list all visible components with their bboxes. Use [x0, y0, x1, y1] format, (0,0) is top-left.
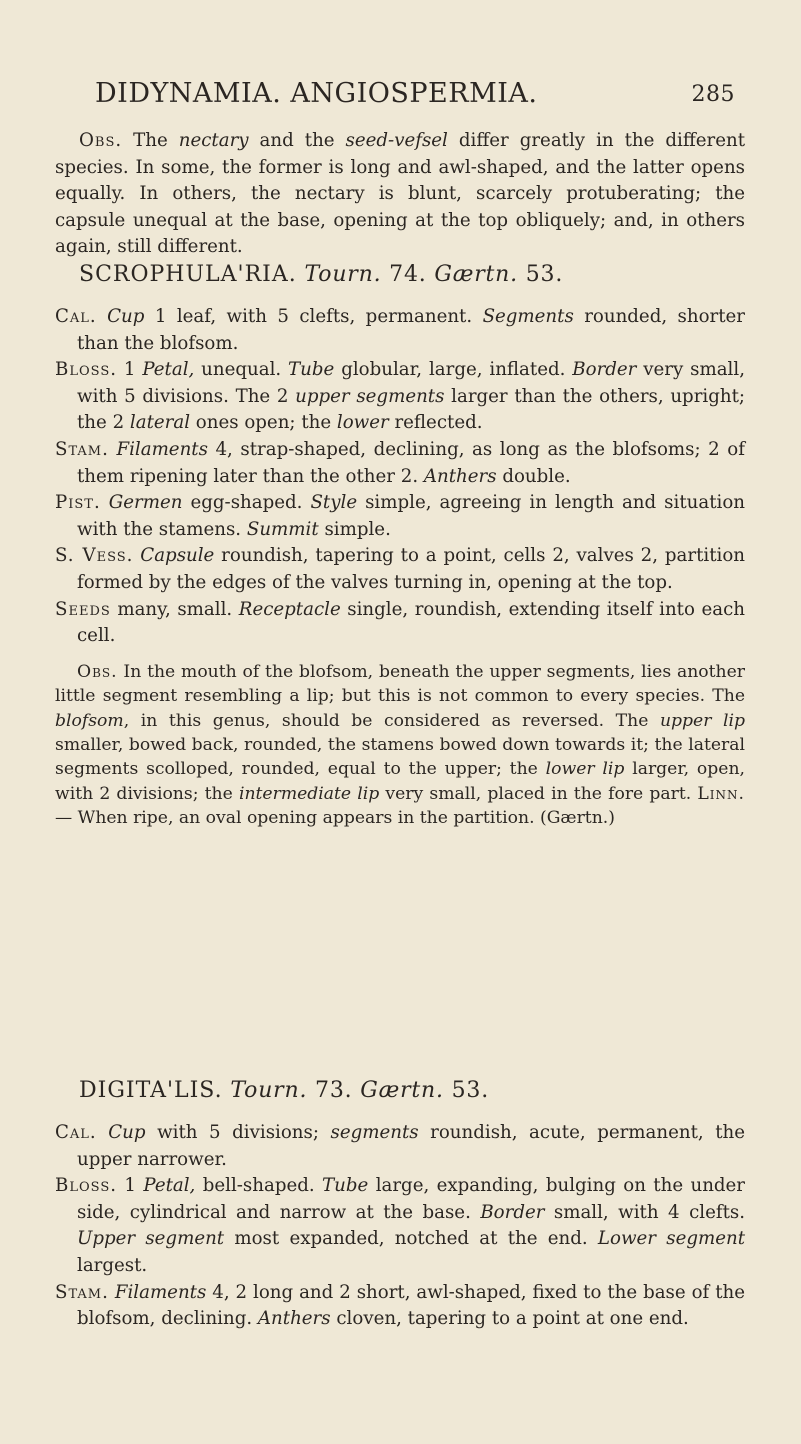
term: lower lip: [545, 759, 625, 780]
corolla-entry: [55, 357, 745, 437]
stamens-label: Stam.: [55, 1281, 109, 1303]
term: Upper segment: [77, 1228, 225, 1250]
text-run: differ greatly in the different species. In some, the former is long and awl-shaped, and the latter opens equally. In others, the nectary is blunt, scarcely protuberating; the capsule unequal at the base, opening at the top obliquely; and, in others again, still different.: [55, 130, 745, 258]
term: Tube: [322, 1175, 369, 1197]
term: intermediate lip: [238, 783, 380, 804]
genus-heading: [55, 262, 745, 287]
term: lower: [336, 412, 389, 434]
text-run: and the: [248, 130, 346, 151]
text-run: simple.: [318, 518, 391, 540]
ref-tourn: Tourn.: [304, 262, 382, 287]
term-seed-vessel: seed-vefsel: [345, 130, 448, 151]
text-run: most expanded, notched at the end.: [224, 1228, 598, 1250]
calyx-label: Cal.: [55, 306, 97, 327]
term: Capsule: [140, 545, 215, 567]
ref-number: 73.: [307, 1078, 361, 1103]
text-run: roundish, acute, permanent, the upper narrower.: [77, 1122, 745, 1170]
calyx-label: Cal.: [55, 1122, 97, 1143]
text-run: larger than the others, upright; the 2: [77, 385, 746, 434]
term: Style: [310, 492, 358, 514]
term: upper lip: [659, 710, 745, 731]
term: Petal,: [143, 1175, 196, 1197]
intro-observation: [55, 128, 745, 261]
term: Anthers: [257, 1308, 331, 1330]
linn-label: Linn.: [697, 783, 745, 804]
genus-name: SCROPHULA'RIA.: [79, 262, 297, 287]
term: upper segments: [295, 385, 445, 407]
term: Cup: [107, 306, 145, 327]
text-run: ones open; the: [190, 412, 337, 434]
corolla-label: Bloss.: [55, 1175, 118, 1197]
term: segments: [330, 1122, 419, 1143]
term: Receptacle: [238, 598, 341, 620]
text-run: bell-shaped.: [195, 1175, 323, 1197]
text-run: very small, placed in the fore part.: [379, 783, 698, 804]
text-run: single, roundish, extending itself into each cell.: [77, 598, 745, 647]
corolla-label: Bloss.: [55, 359, 118, 381]
pistil-entry: [55, 490, 745, 543]
term: Tube: [288, 359, 335, 381]
pistil-label: Pist.: [55, 492, 101, 514]
genus-heading: [55, 1078, 745, 1103]
term: blofsom: [55, 710, 124, 731]
term: Border: [572, 359, 637, 381]
text-run: reflected.: [388, 412, 483, 434]
text-run: — When ripe, an oval opening appears in the partition. (Gærtn.): [55, 808, 615, 829]
obs-label: Obs.: [77, 661, 118, 682]
term: Border: [480, 1201, 545, 1223]
genus-scrophularia: [55, 262, 745, 287]
text-run: double.: [496, 465, 571, 487]
text-run: 1: [117, 1175, 144, 1197]
intro-obs-paragraph: [55, 128, 745, 261]
term: Cup: [108, 1122, 146, 1143]
genus-name: DIGITA'LIS.: [79, 1078, 223, 1103]
text-run: smaller, bowed back, rounded, the stamens bowed down towards it; the lateral segments scolloped, rounded, equal to the upper; the: [55, 734, 745, 780]
ref-gaertn: Gærtn.: [434, 262, 518, 287]
term: lateral: [129, 412, 191, 434]
genus-digitalis: [55, 1078, 745, 1103]
text-run: very small, with 5 divisions. The 2: [77, 359, 745, 407]
text-run: small, with 4 clefts.: [544, 1201, 745, 1223]
text-run: rounded, shorter than the blofsom.: [77, 306, 745, 354]
calyx-entry: [55, 304, 745, 357]
header-title: DIDYNAMIA. ANGIOSPERMIA.: [95, 78, 538, 109]
text-run: 4, 2 long and 2 short, awl-shaped, fixed to the base of the blofsom, declining.: [77, 1281, 745, 1330]
text-run: , in this genus, should be considered as reversed. The: [123, 710, 660, 731]
text-run: egg-shaped.: [182, 492, 311, 514]
stamens-label: Stam.: [55, 438, 109, 460]
text-run: 4, strap-shaped, declining, as long as the blofsoms; 2 of them ripening later than the other 2.: [77, 438, 745, 487]
text-run: The: [122, 130, 179, 151]
ref-gaertn: Gærtn.: [360, 1078, 444, 1103]
ref-number: 53.: [443, 1078, 489, 1103]
term: Filaments: [114, 1281, 207, 1303]
calyx-entry: [55, 1120, 745, 1173]
text-run: cloven, tapering to a point at one end.: [330, 1308, 689, 1330]
seeds-entry: [55, 597, 745, 650]
text-run: globular, large, inflated.: [334, 359, 573, 381]
text-run: unequal.: [194, 359, 289, 381]
corolla-entry: [55, 1173, 745, 1279]
ref-tourn: Tourn.: [230, 1078, 308, 1103]
seed-vessel-entry: [55, 543, 745, 596]
page-number: 285: [691, 82, 735, 107]
term-nectary: nectary: [178, 130, 249, 151]
text-run: 1 leaf, with 5 clefts, permanent.: [144, 306, 483, 327]
text-run: with 5 divisions;: [145, 1122, 331, 1143]
seeds-label: Seeds: [55, 598, 111, 620]
term: Germen: [108, 492, 183, 514]
term: Petal,: [142, 359, 195, 381]
term: Lower segment: [597, 1228, 746, 1250]
scrophularia-observation: [55, 660, 745, 831]
text-run: large, expanding, bulging on the under side, cylindrical and narrow at the base.: [77, 1175, 746, 1223]
term: Segments: [482, 306, 574, 327]
digitalis-characters: [55, 1120, 745, 1333]
text-run: 1: [117, 359, 143, 381]
text-run: largest.: [77, 1254, 148, 1276]
scrophularia-characters: [55, 304, 745, 831]
term: Summit: [246, 518, 319, 540]
ref-number: 53.: [517, 262, 564, 287]
running-header: [95, 78, 735, 118]
text-run: many, small.: [110, 598, 239, 620]
term: Anthers: [423, 465, 497, 487]
text-run: In the mouth of the blofsom, beneath the upper segments, lies another little segment resembling a lip; but this is not common to every species. The: [55, 661, 745, 707]
text-run: roundish, tapering to a point, cells 2, valves 2, partition formed by the edges of the valves turning in, opening at the top.: [77, 545, 745, 593]
stamens-entry: [55, 1280, 745, 1333]
text-run: larger, open, with 2 divisions; the: [55, 759, 745, 804]
obs-label: Obs.: [79, 130, 123, 151]
ref-number: 74.: [381, 262, 435, 287]
term: Filaments: [116, 438, 208, 460]
text-run: simple, agreeing in length and situation with the stamens.: [77, 492, 745, 540]
stamens-entry: [55, 437, 745, 490]
seed-vessel-label: S. Vess.: [55, 545, 134, 567]
